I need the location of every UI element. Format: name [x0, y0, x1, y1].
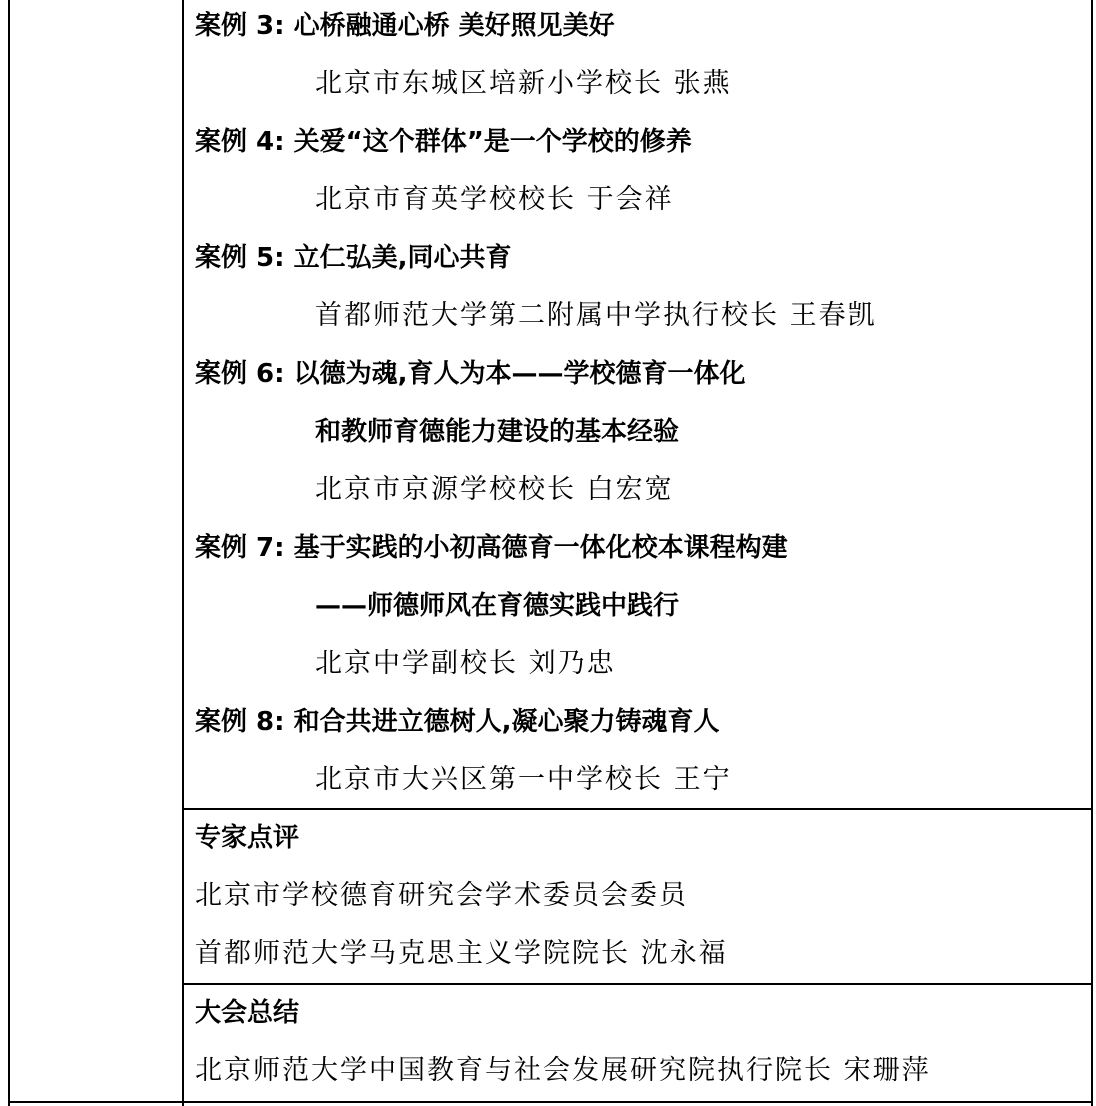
case-7-speaker: 北京中学副校长 刘乃忠 [315, 648, 616, 679]
case-6-speaker: 北京市京源学校校长 白宏宽 [315, 474, 674, 505]
case-8-speaker: 北京市大兴区第一中学校长 王宁 [315, 764, 732, 795]
case-5-speaker: 首都师范大学第二附属中学执行校长 王春凯 [315, 300, 877, 331]
case-5-title: 案例 5: 立仁弘美,同心共育 [195, 243, 512, 273]
row-divider-expert [182, 808, 1092, 810]
case-4-title: 案例 4: 关爱“这个群体”是一个学校的修养 [195, 127, 692, 157]
table-left-border [8, 0, 10, 1106]
summary-heading: 大会总结 [195, 998, 300, 1028]
case-6-title: 案例 6: 以德为魂,育人为本——学校德育一体化 [195, 359, 746, 389]
table-column-divider [182, 0, 184, 1106]
case-7-title: 案例 7: 基于实践的小初高德育一体化校本课程构建 [195, 533, 788, 563]
case-6-title-line2: 和教师育德能力建设的基本经验 [315, 417, 680, 447]
row-divider-summary [182, 983, 1092, 985]
table-bottom-border [8, 1101, 1092, 1103]
table-right-border [1091, 0, 1093, 1106]
case-7-title-line2: ——师德师风在育德实践中践行 [315, 591, 680, 621]
expert-review-heading: 专家点评 [195, 823, 300, 853]
expert-review-line-1: 北京市学校德育研究会学术委员会委员 [195, 880, 688, 911]
expert-review-line-2: 首都师范大学马克思主义学院院长 沈永福 [195, 938, 728, 969]
case-8-title: 案例 8: 和合共进立德树人,凝心聚力铸魂育人 [195, 707, 720, 737]
case-4-speaker: 北京市育英学校校长 于会祥 [315, 184, 674, 215]
case-3-title: 案例 3: 心桥融通心桥 美好照见美好 [195, 11, 615, 41]
case-3-speaker: 北京市东城区培新小学校长 张燕 [315, 68, 732, 99]
summary-line-1: 北京师范大学中国教育与社会发展研究院执行院长 宋珊萍 [195, 1055, 931, 1086]
